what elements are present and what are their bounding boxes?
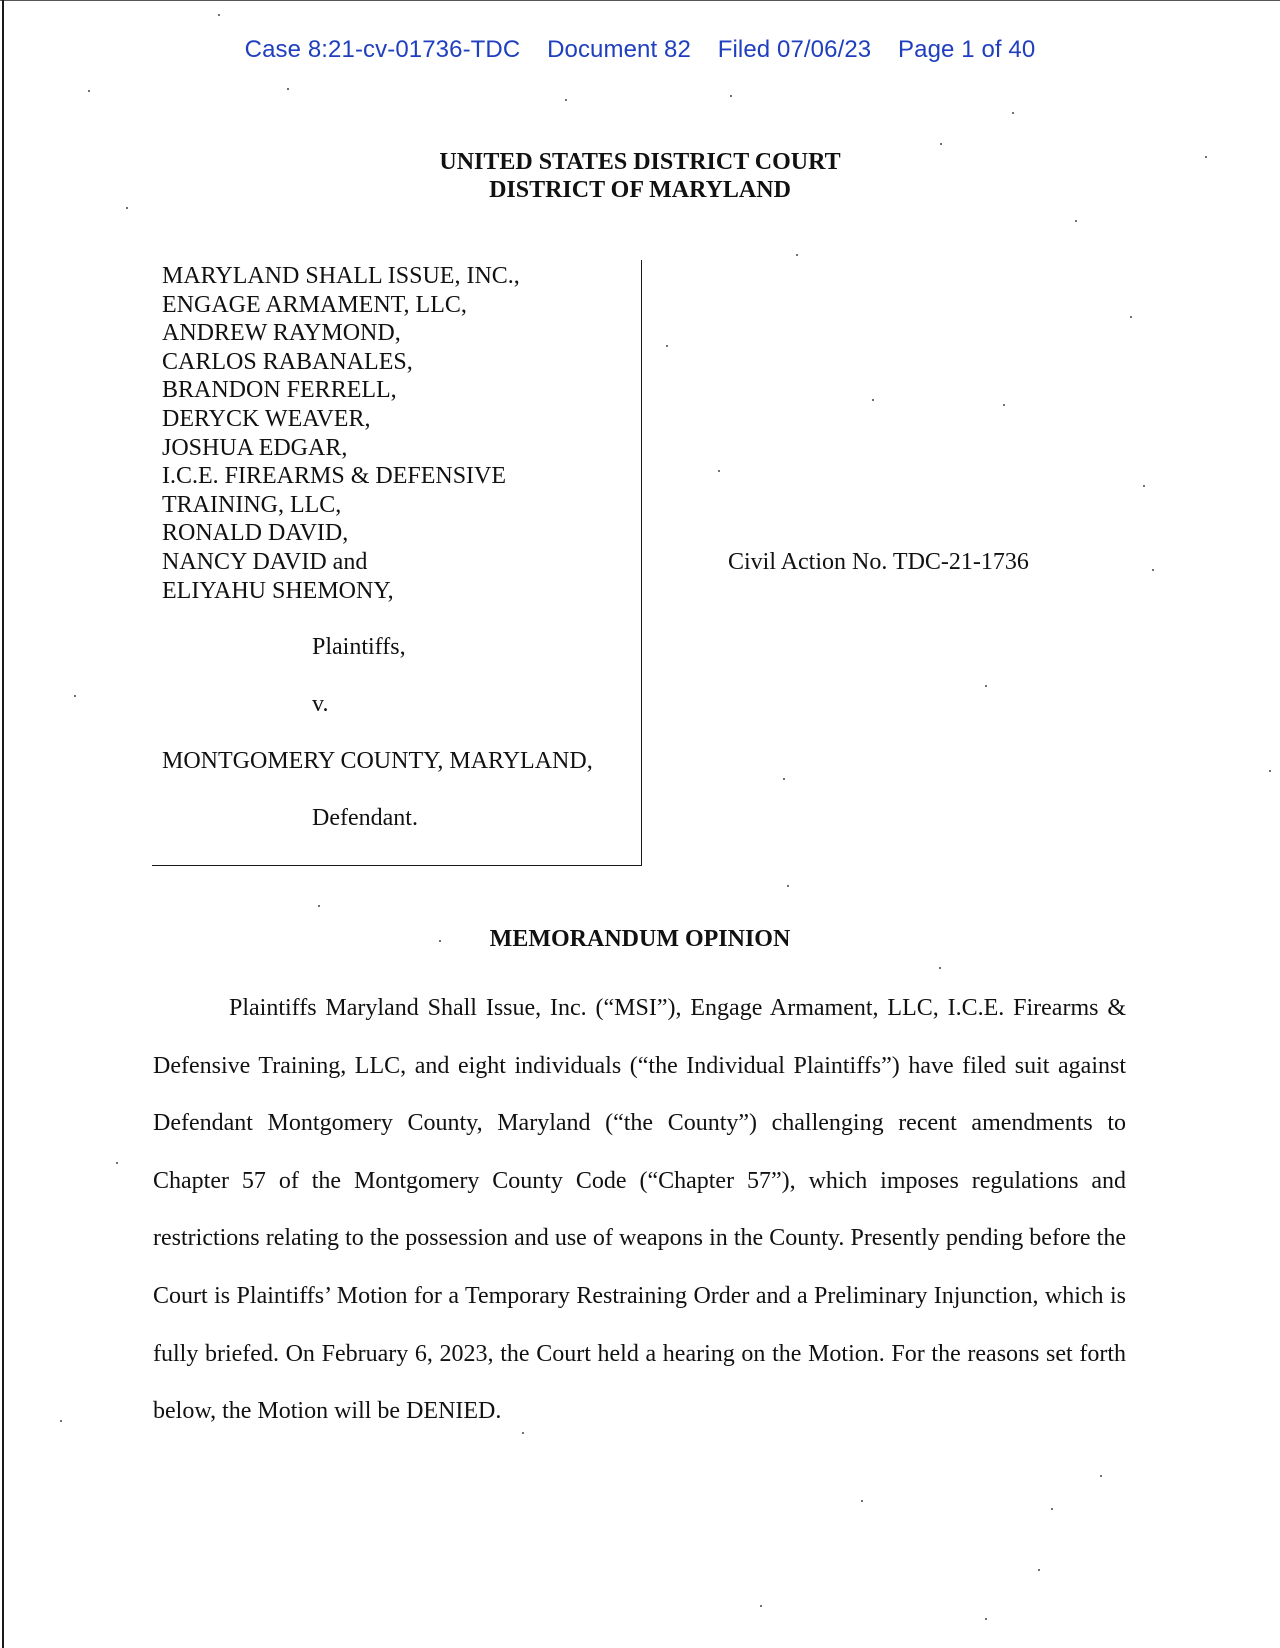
plaintiff-list <box>162 262 520 605</box>
defendant-label: Defendant. <box>312 805 418 831</box>
opinion-paragraph: Plaintiffs Maryland Shall Issue, Inc. (“MSI”), Engage Armament, LLC, I.C.E. Firearms & Defensive Training, LLC, and eight individuals (“the Individual Plaintiffs”) have filed suit against Defendant Montgomery County, Maryland (“the County”) challenging recent amendments to Chapter 57 of the Montgomery County Code (“Chapter 57”), which imposes regulations and restrictions relating to the possession and use of weapons in the County. Presently pending before the Court is Plaintiffs’ Motion for a Temporary Restraining Order and a Preliminary Injunction, which is fully briefed. On February 6, 2023, the Court held a hearing on the Motion. For the reasons set forth below, the Motion will be DENIED. <box>153 995 1126 1425</box>
scan-speck <box>760 1605 762 1607</box>
scan-speck <box>985 1618 987 1620</box>
plaintiff-name: MARYLAND SHALL ISSUE, INC., <box>162 263 520 289</box>
scan-speck <box>74 695 76 697</box>
plaintiff-name: ANDREW RAYMOND, <box>162 320 401 347</box>
plaintiffs-label: Plaintiffs, <box>312 634 406 660</box>
scan-speck <box>1130 316 1132 318</box>
plaintiff-name: NANCY DAVID and <box>162 548 368 575</box>
scan-speck <box>1038 1569 1040 1571</box>
document-number: Document 82 <box>547 36 691 63</box>
scan-speck <box>1152 569 1154 571</box>
scan-speck <box>287 88 289 90</box>
scan-speck <box>1100 1475 1102 1477</box>
scan-speck <box>872 399 874 401</box>
civil-action-number: Civil Action No. TDC-21-1736 <box>728 549 1029 575</box>
scan-speck <box>218 14 220 16</box>
scan-speck <box>1205 156 1207 158</box>
scan-speck <box>116 1162 118 1164</box>
page-top-edge <box>0 0 1280 1</box>
plaintiff-name: DERYCK WEAVER, <box>162 405 371 432</box>
court-district: DISTRICT OF MARYLAND <box>489 177 791 203</box>
scan-speck <box>939 967 941 969</box>
scan-speck <box>439 940 441 942</box>
scan-speck <box>1003 404 1005 406</box>
defendant-name: MONTGOMERY COUNTY, MARYLAND, <box>162 748 593 774</box>
plaintiff-name: BRANDON FERRELL, <box>162 377 397 404</box>
scan-speck <box>522 1432 524 1434</box>
plaintiff-name: RONALD DAVID, <box>162 520 349 547</box>
scan-speck <box>1051 1508 1053 1510</box>
page-count: Page 1 of 40 <box>898 36 1036 63</box>
scan-speck <box>88 90 90 92</box>
scan-speck <box>796 254 798 256</box>
plaintiff-name: I.C.E. FIREARMS & DEFENSIVE <box>162 463 507 490</box>
court-heading <box>0 148 1280 204</box>
scan-speck <box>1075 220 1077 222</box>
scan-speck <box>861 1500 863 1502</box>
filed-date: Filed 07/06/23 <box>717 36 872 63</box>
scan-speck <box>730 95 732 97</box>
opinion-title: MEMORANDUM OPINION <box>489 926 791 952</box>
scan-speck <box>666 345 668 347</box>
plaintiff-name: TRAINING, LLC, <box>162 491 342 518</box>
case-number: Case 8:21-cv-01736-TDC <box>244 36 521 63</box>
plaintiff-name: ENGAGE ARMAMENT, LLC, <box>162 291 467 318</box>
page-left-edge <box>2 0 4 1648</box>
scan-speck <box>1143 485 1145 487</box>
court-name: UNITED STATES DISTRICT COURT <box>439 149 841 175</box>
scan-speck <box>1269 770 1271 772</box>
scan-speck <box>565 99 567 101</box>
plaintiff-name: JOSHUA EDGAR, <box>162 434 348 461</box>
scan-speck <box>126 207 128 209</box>
case-caption-box <box>152 260 642 866</box>
ecf-header-stamp <box>0 36 1280 64</box>
plaintiff-name: CARLOS RABANALES, <box>162 348 413 375</box>
scan-speck <box>940 143 942 145</box>
versus-label: v. <box>312 691 329 717</box>
scan-speck <box>787 885 789 887</box>
scan-speck <box>985 685 987 687</box>
scan-speck <box>1012 112 1014 114</box>
scan-speck <box>60 1420 62 1422</box>
scan-speck <box>783 778 785 780</box>
scan-speck <box>718 470 720 472</box>
plaintiff-name: ELIYAHU SHEMONY, <box>162 577 394 604</box>
scan-speck <box>318 905 320 907</box>
